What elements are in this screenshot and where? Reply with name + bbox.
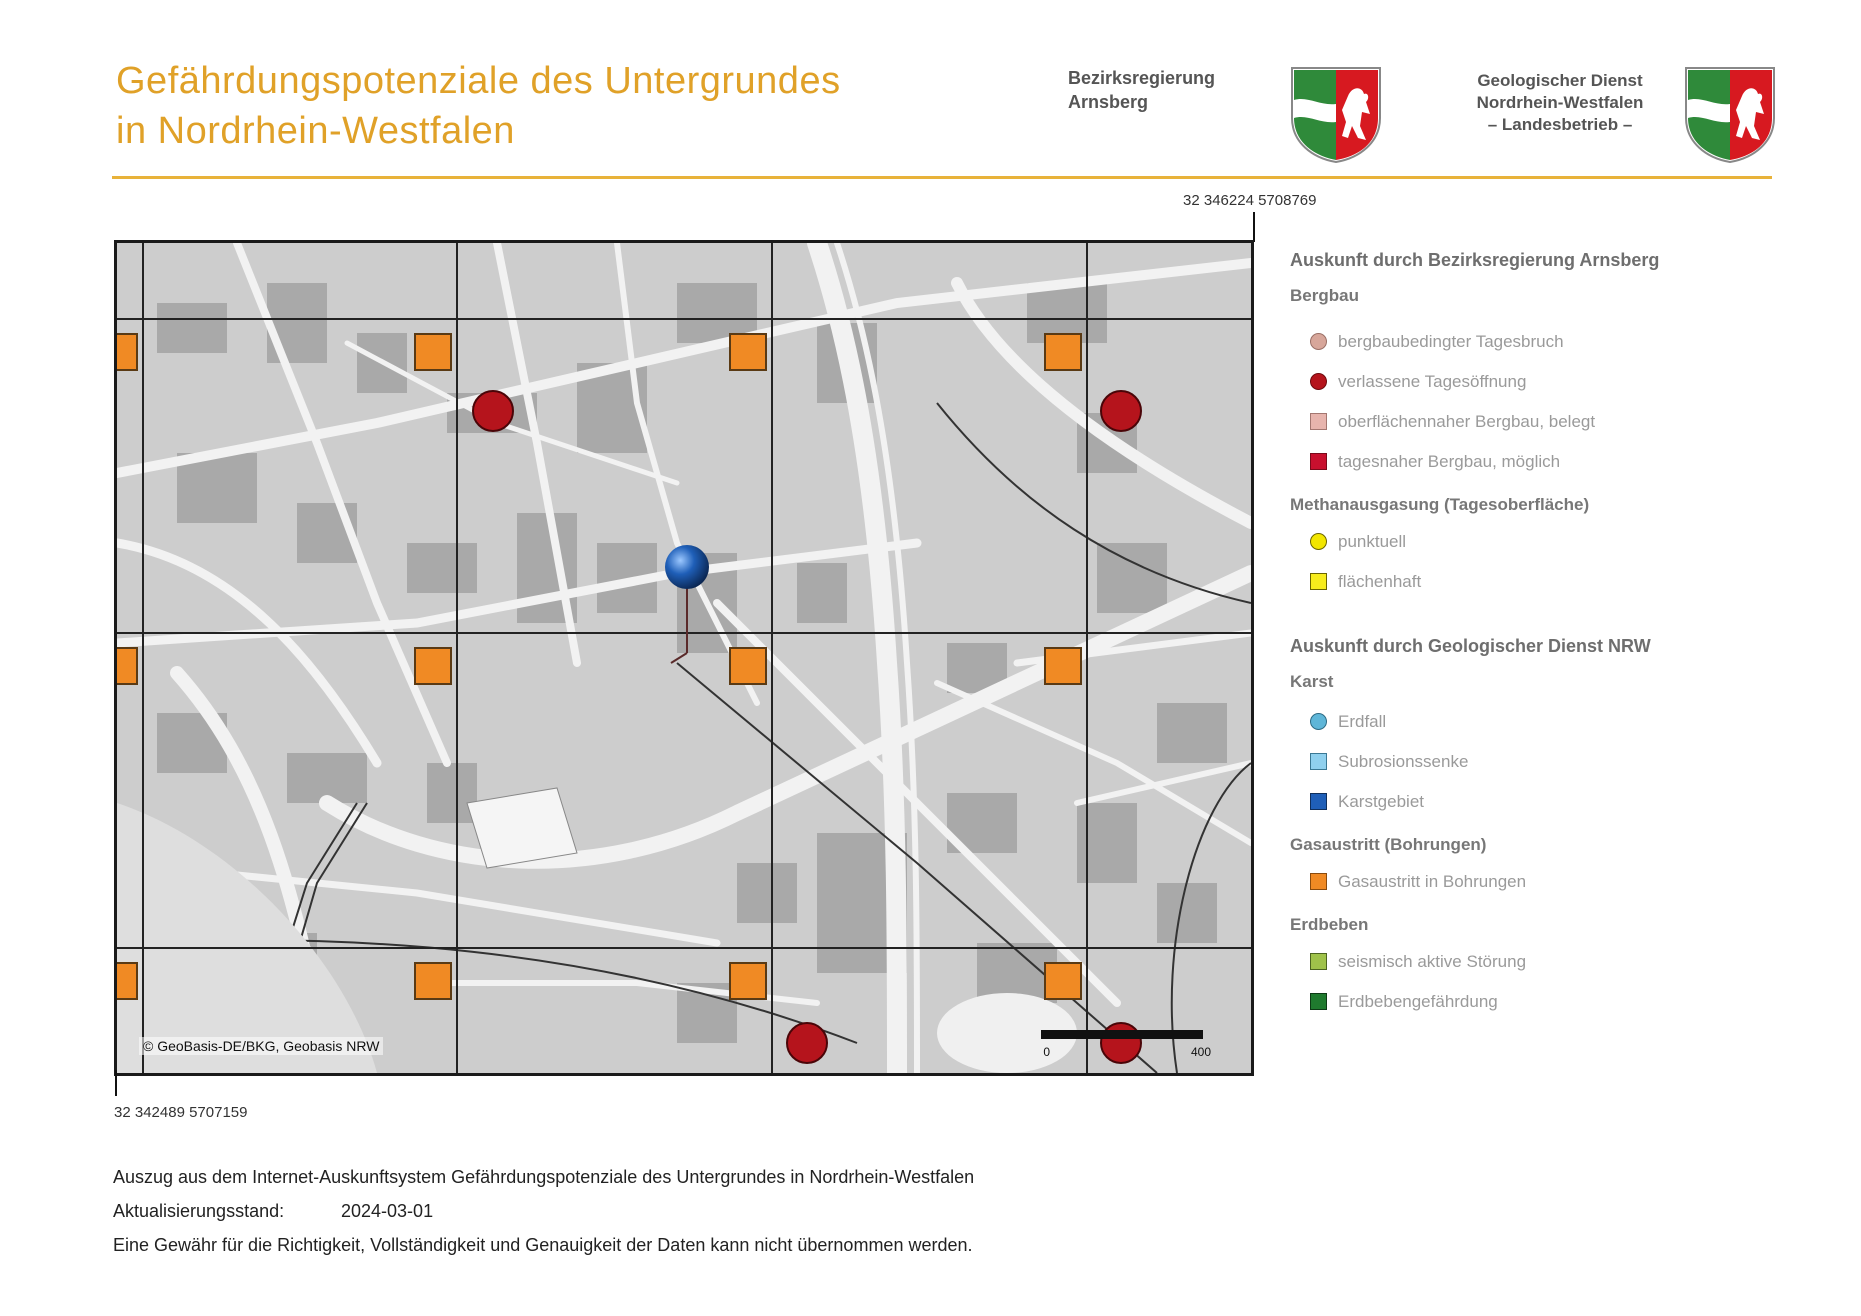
title-line-2: in Nordrhein-Westfalen (116, 110, 515, 152)
legend-item-karstgebiet (1290, 782, 1810, 822)
map-view[interactable] (114, 240, 1254, 1076)
seismische-stoerung-symbol-icon (1310, 953, 1327, 970)
legend-item-tagesoeffnung (1290, 362, 1810, 402)
org-gd-line-3: – Landesbetrieb – (1487, 115, 1633, 134)
legend-item-bergbau-moeglich (1290, 442, 1810, 482)
gas-outlet-marker[interactable] (415, 648, 451, 684)
legend-category-karst: Karst (1290, 672, 1334, 691)
karstgebiet-symbol-icon (1310, 793, 1327, 810)
legend-item-bergbau-belegt (1290, 402, 1810, 442)
scale-bar (1041, 1030, 1203, 1039)
footer-notes (113, 1160, 974, 1262)
gas-outlet-marker[interactable] (730, 963, 766, 999)
nrw-crest-icon (1290, 66, 1382, 164)
legend-item-erdfall (1290, 702, 1810, 742)
title-line-1: Gefährdungspotenziale des Untergrundes (116, 60, 841, 102)
legend-item-methan-punktuell (1290, 522, 1810, 562)
page-title (116, 56, 1016, 156)
legend-item-label: Gasaustritt in Bohrungen (1338, 872, 1527, 891)
org-geologischer-dienst (1450, 70, 1670, 136)
scale-label-max: 400 (1190, 1045, 1211, 1059)
tagesoeffnung-symbol-icon (1310, 373, 1327, 390)
gas-outlet-marker[interactable] (117, 334, 137, 370)
legend-category-erdbeben: Erdbeben (1290, 915, 1369, 934)
org-gd-line-1: Geologischer Dienst (1477, 71, 1643, 90)
shaft-marker[interactable] (787, 1023, 827, 1063)
map-attribution: © GeoBasis-DE/BKG, Geobasis NRW (139, 1037, 383, 1055)
map-canvas (117, 243, 1251, 1073)
legend-item-label: Erdfall (1338, 712, 1387, 731)
methan-flaechenhaft-symbol-icon (1310, 573, 1327, 590)
legend-item-label: punktuell (1338, 532, 1407, 551)
gas-outlet-marker[interactable] (730, 334, 766, 370)
legend-item-label: Erdbebengefährdung (1338, 992, 1498, 1011)
legend-category-bergbau: Bergbau (1290, 286, 1359, 305)
legend-item-label: verlassene Tagesöffnung (1338, 372, 1527, 391)
location-pin-icon[interactable] (665, 545, 709, 589)
subrosionssenke-symbol-icon (1310, 753, 1327, 770)
legend-heading-gd: Auskunft durch Geologischer Dienst NRW (1290, 636, 1651, 656)
footer-source-line: Auszug aus dem Internet-Auskunftsystem Gefährdungspotenziale des Untergrundes in Nordrhein-Westfalen (113, 1167, 975, 1187)
gas-outlet-marker[interactable] (117, 648, 137, 684)
coordinate-bottom-left: 32 342489 5707159 (114, 1104, 248, 1121)
nrw-crest-icon (1684, 66, 1776, 164)
legend-item-label: seismisch aktive Störung (1338, 952, 1527, 971)
legend-panel (1290, 250, 1810, 1022)
legend-item-erdbebengefaehrdung (1290, 982, 1810, 1022)
update-value: 2024-03-01 (341, 1201, 434, 1221)
header-divider (112, 176, 1772, 179)
erdfall-symbol-icon (1310, 713, 1327, 730)
gas-outlet-marker[interactable] (415, 963, 451, 999)
org-arnsberg-line-2: Arnsberg (1068, 92, 1149, 112)
legend-heading-arnsberg: Auskunft durch Bezirksregierung Arnsberg (1290, 250, 1660, 270)
methan-punktuell-symbol-icon (1310, 533, 1327, 550)
legend-item-tagesbruch (1290, 322, 1810, 362)
footer-disclaimer-line: Eine Gewähr für die Richtigkeit, Vollständigkeit und Genauigkeit der Daten kann nicht übernommen werden. (113, 1235, 973, 1255)
gasaustritt-symbol-icon (1310, 873, 1327, 890)
coordinate-top-right: 32 346224 5708769 (1183, 192, 1317, 209)
legend-item-label: Subrosionssenke (1338, 752, 1469, 771)
legend-item-methan-flaechenhaft (1290, 562, 1810, 602)
gas-outlet-marker[interactable] (1045, 648, 1081, 684)
legend-item-label: flächenhaft (1338, 572, 1422, 591)
sports-field (467, 788, 577, 868)
org-bezirksregierung-arnsberg (1068, 66, 1215, 114)
coordinate-tick-top (1253, 212, 1255, 242)
org-arnsberg-line-1: Bezirksregierung (1068, 68, 1216, 88)
scale-label-min: 0 (1043, 1045, 1050, 1059)
shaft-marker[interactable] (473, 391, 513, 431)
legend-item-gasaustritt (1290, 862, 1810, 902)
gas-outlet-marker[interactable] (1045, 334, 1081, 370)
legend-item-subrosionssenke (1290, 742, 1810, 782)
bergbau-moeglich-symbol-icon (1310, 453, 1327, 470)
legend-item-seismische-stoerung (1290, 942, 1810, 982)
footer-update-line (113, 1194, 974, 1228)
erdbebengefaehrdung-symbol-icon (1310, 993, 1327, 1010)
legend-item-label: oberflächennaher Bergbau, belegt (1338, 412, 1596, 431)
update-label: Aktualisierungsstand: (113, 1201, 285, 1221)
legend-item-label: tagesnaher Bergbau, möglich (1338, 452, 1561, 471)
gas-outlet-marker[interactable] (1045, 963, 1081, 999)
legend-item-label: bergbaubedingter Tagesbruch (1338, 332, 1564, 351)
legend-section-gd (1290, 636, 1810, 1022)
gas-outlet-marker[interactable] (415, 334, 451, 370)
tagesbruch-symbol-icon (1310, 333, 1327, 350)
gas-outlet-marker[interactable] (730, 648, 766, 684)
legend-section-arnsberg (1290, 250, 1810, 602)
shaft-marker[interactable] (1101, 1023, 1141, 1063)
coordinate-tick-bottom (115, 1070, 117, 1096)
gas-outlet-marker[interactable] (117, 963, 137, 999)
bergbau-belegt-symbol-icon (1310, 413, 1327, 430)
org-gd-line-2: Nordrhein-Westfalen (1476, 93, 1644, 112)
legend-item-label: Karstgebiet (1338, 792, 1424, 811)
shaft-marker[interactable] (1101, 391, 1141, 431)
legend-category-methan: Methanausgasung (Tagesoberfläche) (1290, 495, 1590, 514)
legend-category-gasaustritt: Gasaustritt (Bohrungen) (1290, 835, 1487, 854)
